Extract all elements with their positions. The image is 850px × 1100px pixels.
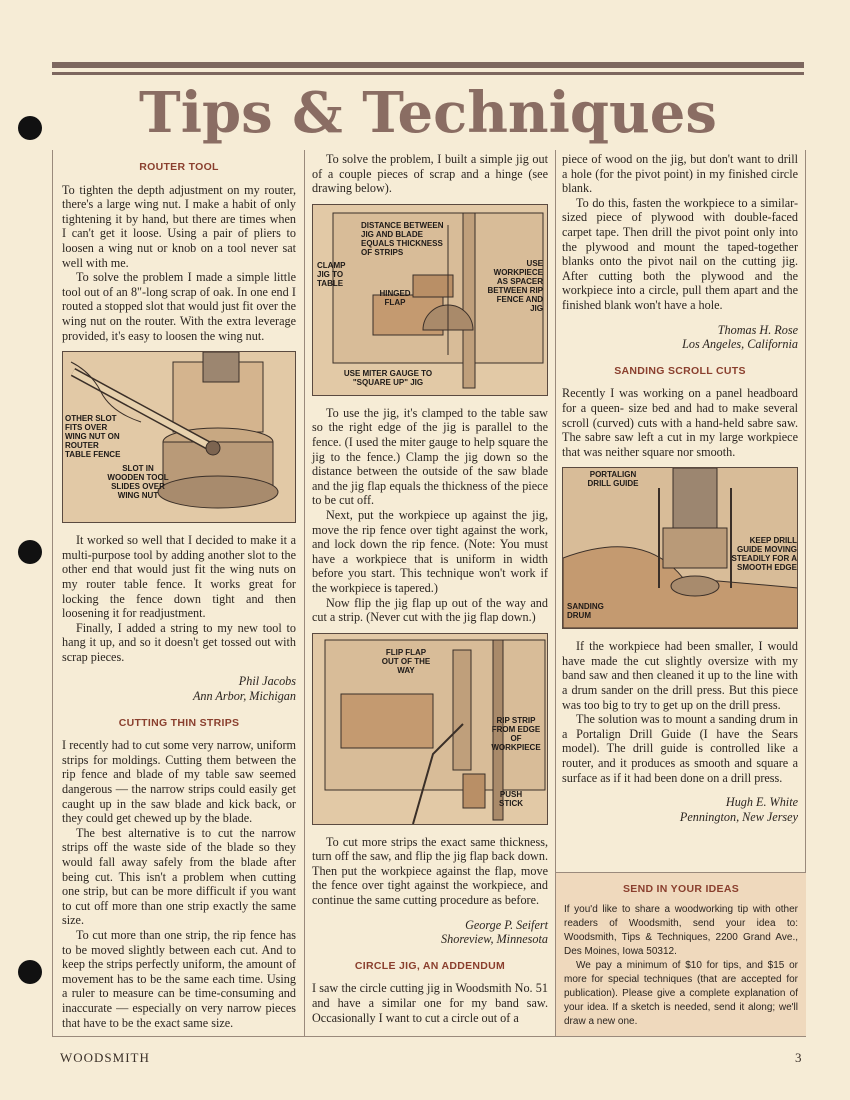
sanding-scroll-heading: SANDING SCROLL CUTS	[614, 364, 746, 377]
jig-paragraph-3: Next, put the workpiece up against the jig, move the rip fence over tight against the work, and lock down the rip fence. (Note: You must have a workpiece that is uniform in width before you start. This technique won't work if the workpiece is tapered.)	[312, 507, 548, 595]
circle-paragraph-2: piece of wood on the jig, but don't want to drill a hole (for the pivot point) in my finished circle blank.	[562, 152, 798, 196]
footer-magazine-name: WOODSMITH	[60, 1050, 150, 1065]
jig-paragraph-5: To cut more strips the exact same thickness, turn off the saw, and flip the jig flap back down. Then put the workpiece against the flap, move the fence over tight against the workpiece, and continue the same cutting procedure as before.	[312, 834, 548, 908]
router-tool-figure	[62, 351, 296, 523]
sanding-figure	[562, 467, 798, 629]
fig2-callout-clamp: CLAMP JIG TO TABLE	[317, 260, 346, 288]
router-author-name: Phil Jacobs	[238, 674, 296, 689]
fig1-callout-slot-in-tool: SLOT IN WOODEN TOOL SLIDES OVER WING NUT	[107, 464, 169, 501]
column-1	[62, 152, 296, 1030]
column-divider-1	[304, 150, 305, 1036]
fig3-callout-rip-strip: RIP STRIP FROM EDGE OF WORKPIECE	[491, 715, 541, 752]
fig2-callout-miter-gauge: USE MITER GAUGE TO "SQUARE UP" JIG	[343, 368, 433, 387]
router-tool-heading: ROUTER TOOL	[139, 161, 219, 173]
binder-hole-top	[18, 116, 42, 140]
jig-paragraph-1: To solve the problem, I built a simple jig out of a couple pieces of scrap and a hinge (see drawing below).	[312, 152, 548, 196]
fig4-callout-sanding-drum: SANDING DRUM	[567, 602, 604, 621]
strips-paragraph-3: To cut more than one strip, the rip fence has to be moved slightly between each cut. And to keep the strips perfectly uniform, the amount of movement has to be the same each time. Using a ruler to measure can be time-consuming and inaccurate — especially on very narrow pieces that have to be the exact same size.	[62, 927, 296, 1030]
strips-paragraph-2: The best alternative is to cut the narrow strips off the waste side of the blade so they would fall away safely from the blade after being cut. This isn't a problem when cutting one strip, but can be more difficult if you want to cut off more than one strip exactly the same size.	[62, 825, 296, 928]
router-author-location: Ann Arbor, Michigan	[192, 689, 296, 704]
circle-paragraph-3: To do this, fasten the workpiece to a similar-sized piece of plywood with double-faced carpet tape. Then drill the pivot point only into the plywood and mount the taped-together blanks onto the pivot nail on the cutting jig. After cutting both the plywood and the workpiece into a circle, pull them apart and the finished blank won't have a hole.	[562, 195, 798, 312]
scroll-paragraph-3: The solution was to mount a sanding drum in a Portalign Drill Guide (I have the Sears model). The drill guide is controlled like a router, and it produces as smooth and square a surface as if it had been done on a drill press.	[562, 712, 798, 785]
circle-author-name: Thomas H. Rose	[717, 322, 798, 337]
scroll-author-name: Hugh E. White	[725, 795, 798, 810]
send-ideas-paragraph-1: If you'd like to share a woodworking tip with other readers of Woodsmith, send your idea to: Woodsmith, Tips & Techniques, 2200 Grand Ave., Des Moines, Iowa 50312.	[564, 904, 798, 957]
footer-page-number: 3	[795, 1050, 802, 1065]
title-rule-thick	[52, 62, 804, 68]
rip-strip-figure	[312, 633, 548, 825]
circle-paragraph-1: I saw the circle cutting jig in Woodsmith No. 51 and have a similar one for my band saw. Occasionally I want to cut a circle out of a	[312, 981, 548, 1025]
jig-author-location: Shoreview, Minnesota	[441, 932, 548, 947]
router-paragraph-1: To tighten the depth adjustment on my router, there's a large wing nut. I make a habit of only tightening it by hand, but there are times when I can't get it loose. Using a pair of pliers to loosen a wing nut or knob on a tool never sat well with me.	[62, 182, 296, 270]
circle-jig-heading: CIRCLE JIG, AN ADDENDUM	[354, 959, 506, 972]
scroll-author-location: Pennington, New Jersey	[679, 809, 798, 824]
column-3	[562, 152, 798, 824]
send-ideas-heading: SEND IN YOUR IDEAS	[622, 883, 740, 895]
scroll-paragraph-2: If the workpiece had been smaller, I would have made the cut slightly oversize with my band saw and then cleaned it up to the line with a drum sander on the drill press. But this piece was too big to try to get up on the drill press.	[562, 639, 798, 712]
fig2-callout-distance: DISTANCE BETWEEN JIG AND BLADE EQUALS THICKNESS OF STRIPS	[361, 220, 444, 257]
page-bottom-rule	[52, 1036, 806, 1037]
jig-paragraph-4: Now flip the jig flap up out of the way and cut a strip. (Never cut with the jig flap down.)	[312, 595, 548, 625]
jig-author-name: George P. Seifert	[465, 917, 548, 932]
binder-hole-bottom	[18, 960, 42, 984]
fig3-callout-flip-flap: FLIP FLAP OUT OF THE WAY	[381, 647, 431, 675]
fig1-callout-other-slot: OTHER SLOT FITS OVER WING NUT ON ROUTER TABLE FENCE	[65, 414, 121, 460]
circle-author-location: Los Angeles, California	[682, 337, 798, 352]
send-ideas-box	[556, 872, 806, 1036]
router-paragraph-3: It worked so well that I decided to make it a multi-purpose tool by adding another slot to the other end that would just fit the wing nuts on my router table fence. It works great for locking the fence down tight and then loosening it for readjustment.	[62, 533, 296, 621]
jig-figure	[312, 204, 548, 396]
fig4-callout-drill-guide: PORTALIGN DRILL GUIDE	[587, 470, 639, 489]
fig4-callout-keep-moving: KEEP DRILL GUIDE MOVING STEADILY FOR A SMOOTH EDGE	[731, 536, 797, 573]
binder-hole-middle	[18, 540, 42, 564]
jig-paragraph-2: To use the jig, it's clamped to the table saw so the right edge of the jig is parallel to the fence. (I used the miter gauge to help square the jig to the fence.) Clamp the jig down so the distance between the outside of the saw blade and the jig flap equals the thickness of the piece to be cut off.	[312, 405, 548, 508]
cutting-thin-strips-heading: CUTTING THIN STRIPS	[118, 716, 240, 729]
column-2	[312, 152, 548, 1025]
send-ideas-paragraph-2: We pay a minimum of $10 for tips, and $15 or more for special techniques (that are accepted for publication). Please give a complete explanation of your idea. If a sketch is needed, send it along; we'll draw a new one.	[564, 960, 798, 1027]
router-paragraph-2: To solve the problem I made a simple little tool out of an 8"-long scrap of oak. In one end I routed a stopped slot that would just fit over the wing nut on the router. With the extra leverage provided, it's easy to loosen the wing nut.	[62, 270, 296, 343]
page-title: Tips & Techniques	[139, 80, 717, 146]
scroll-paragraph-1: Recently I was working on a panel headboard for a queen- size bed and had to make several scroll (curved) cuts with a hand-held sabre saw. The sabre saw left a cut in my large workpiece that was neither square nor smooth.	[562, 386, 798, 459]
fig2-callout-hinged-flap: HINGED FLAP	[379, 288, 411, 307]
fig2-callout-spacer: USE WORKPIECE AS SPACER BETWEEN RIP FENCE AND JIG	[487, 258, 543, 313]
title-rule-thin	[52, 72, 804, 75]
fig3-callout-push-stick: PUSH STICK	[499, 789, 523, 808]
router-paragraph-4: Finally, I added a string to my new tool to hang it up, and so it doesn't get tossed out with scrap pieces.	[62, 620, 296, 664]
strips-paragraph-1: I recently had to cut some very narrow, uniform strips for moldings. Cutting them between the rip fence and blade of my table saw seemed dangerous — the narrow strips could easily get caught up in the saw blade and kick back, or they could get chewed up by the blade.	[62, 738, 296, 826]
